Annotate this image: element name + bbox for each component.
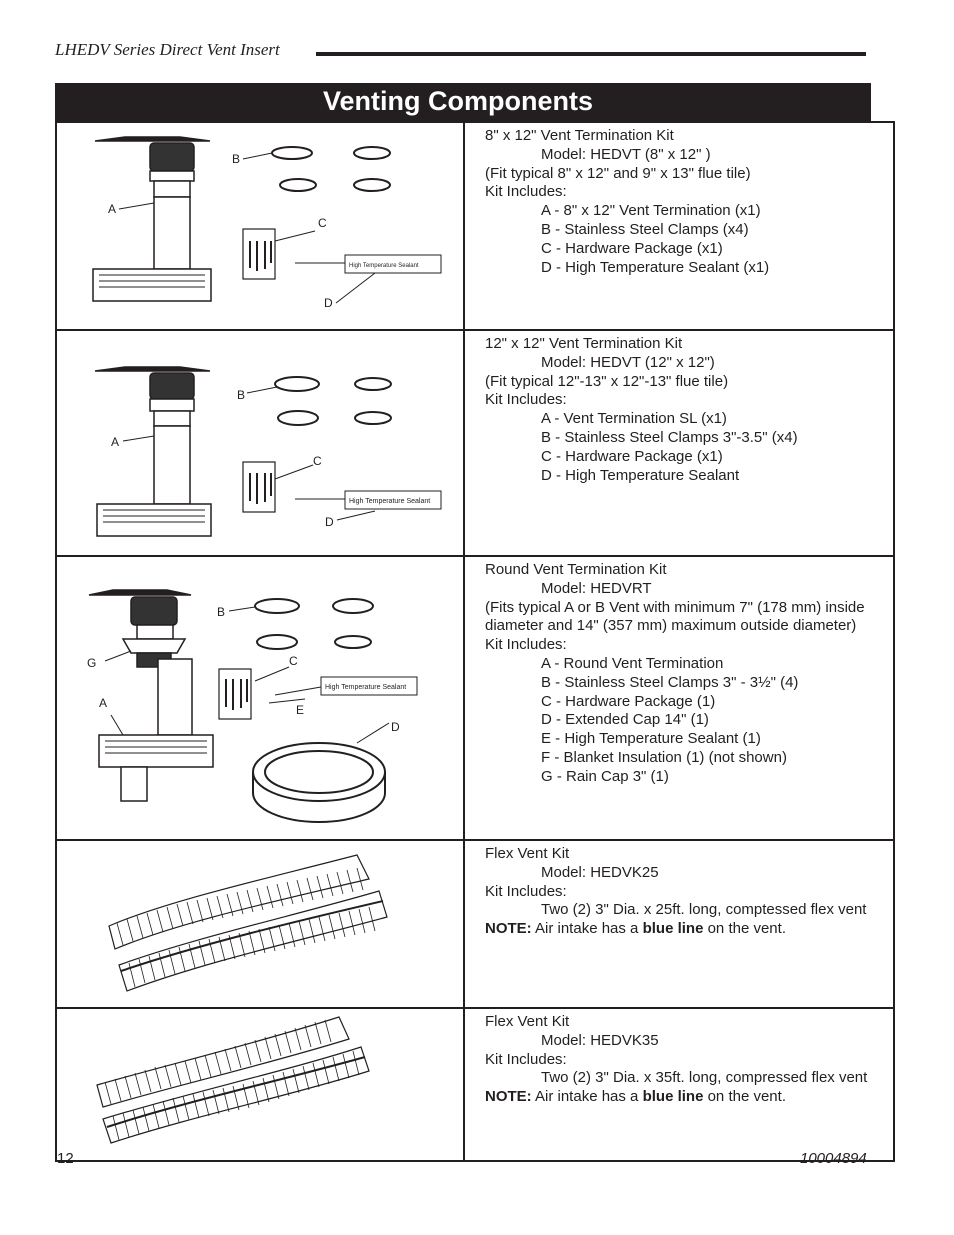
kit-model: Model: HEDVK35 [541,1031,659,1049]
kit-title: Flex Vent Kit [485,1013,570,1030]
callout-g: G [87,656,97,670]
kit-model: Model: HEDVT (12" x 12") [541,353,715,371]
note-text: on the vent. [703,1088,786,1106]
kit-model: Model: HEDVT (8" x 12" ) [541,145,711,163]
kit-description-cell [464,122,894,330]
callout-d: D [391,720,400,734]
illustration-cell [56,556,464,840]
kit-title: 8" x 12" Vent Termination Kit [485,127,674,144]
kit-item: C - Hardware Package (1) [541,692,716,710]
kit-item: E - High Temperature Sealant (1) [541,730,761,748]
page-number: 12 [57,1150,74,1167]
kit-item: A - Round Vent Termination [541,654,724,672]
kit-includes-label: Kit Includes: [485,183,567,201]
note-text: Air intake has a [531,920,643,938]
kit-item: C - Hardware Package (x1) [541,239,723,257]
callout-c: C [313,454,322,468]
table-row [56,840,894,1008]
vent-termination-kit-illustration [57,123,463,324]
callout-e: E [296,703,305,717]
sealant-label: High Temperature Sealant [349,263,419,269]
kit-description-cell [464,330,894,556]
kit-item: D - Extended Cap 14" (1) [541,711,709,729]
callout-a: A [111,435,120,449]
kit-model: Model: HEDVRT [541,579,652,597]
kit-item: B - Stainless Steel Clamps (x4) [541,220,749,238]
kit-title: 12" x 12" Vent Termination Kit [485,335,683,352]
kit-fit: (Fit typical 12"-13" x 12"-13" flue tile) [485,372,729,390]
callout-d: D [325,515,334,529]
illustration-cell [56,1008,464,1161]
components-table [55,121,895,1162]
kit-includes-label: Kit Includes: [485,1050,567,1068]
header-rule [316,52,866,56]
document-number: 10004894 [800,1150,867,1167]
callout-d: D [324,296,333,310]
kit-item: F - Blanket Insulation (1) (not shown) [541,748,787,766]
kit-item: D - High Temperature Sealant [541,466,740,484]
table-row [56,556,894,840]
note-emphasis: blue line [642,1088,704,1106]
callout-c: C [289,654,298,668]
kit-includes-label: Kit Includes: [485,391,567,409]
kit-description: Two (2) 3" Dia. x 35ft. long, compressed flex vent [541,1069,868,1087]
kit-fit: (Fit typical 8" x 12" and 9" x 13" flue tile) [485,164,751,182]
section-banner [55,83,871,121]
kit-item: A - 8" x 12" Vent Termination (x1) [541,202,761,220]
sealant-label: High Temperature Sealant [325,684,407,691]
kit-item: C - Hardware Package (x1) [541,447,723,465]
kit-includes-label: Kit Includes: [485,882,567,900]
table-row [56,330,894,556]
kit-fit: (Fits typical A or B Vent with minimum 7" (178 mm) inside diameter and 14" (357 mm) maximum outside diameter) [485,598,865,635]
table-row [56,122,894,330]
callout-b: B [232,152,241,166]
kit-item: D - High Temperature Sealant (x1) [541,258,770,276]
callout-a: A [99,696,108,710]
callout-c: C [318,216,327,230]
table-row [56,1008,894,1161]
note-label: NOTE: [485,1088,532,1106]
kit-model: Model: HEDVK25 [541,863,659,881]
kit-title: Round Vent Termination Kit [485,561,667,578]
kit-title: Flex Vent Kit [485,845,570,862]
document-header-title: LHEDV Series Direct Vent Insert [55,40,280,59]
callout-a: A [108,202,117,216]
kit-description-cell [464,556,894,840]
kit-item: B - Stainless Steel Clamps 3" - 3½" (4) [541,673,799,691]
kit-item: A - Vent Termination SL (x1) [541,410,727,428]
kit-description-cell [464,840,894,1008]
flex-vent-illustration [57,1009,463,1155]
kit-includes-label: Kit Includes: [485,636,567,654]
section-title: Venting Components [323,86,593,116]
kit-description-cell [464,1008,894,1161]
kit-note [485,1088,893,1107]
note-text: Air intake has a [531,1088,643,1106]
callout-b: B [237,388,246,402]
kit-item: G - Rain Cap 3" (1) [541,767,669,785]
kit-item: B - Stainless Steel Clamps 3"-3.5" (x4) [541,428,798,446]
illustration-cell [56,330,464,556]
sealant-label: High Temperature Sealant [349,498,431,505]
illustration-cell [56,122,464,330]
illustration-cell [56,840,464,1008]
vent-termination-kit-illustration [57,331,463,550]
note-text: on the vent. [703,920,786,938]
callout-b: B [217,605,226,619]
kit-note [485,920,893,939]
note-emphasis: blue line [642,920,704,938]
kit-description: Two (2) 3" Dia. x 25ft. long, comptessed flex vent [541,901,867,919]
note-label: NOTE: [485,920,532,938]
flex-vent-illustration [57,841,463,1002]
round-vent-termination-kit-illustration [57,557,463,834]
